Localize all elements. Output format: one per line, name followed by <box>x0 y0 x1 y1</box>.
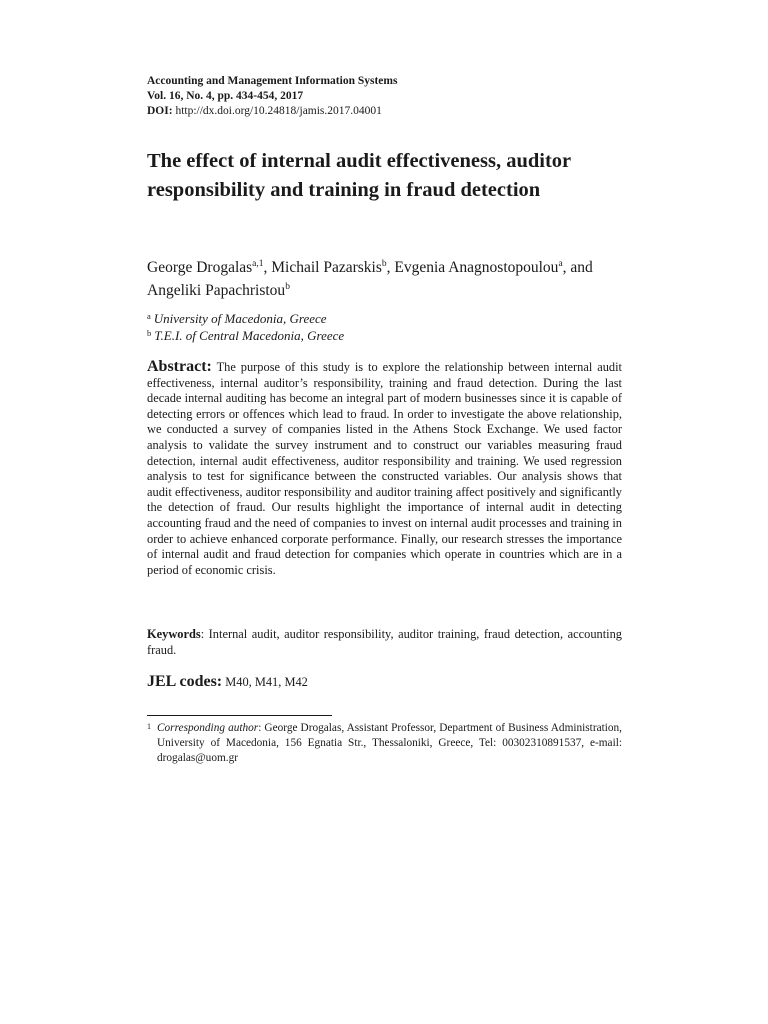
author-separator: , and <box>562 259 593 276</box>
journal-volume: Vol. 16, No. 4, pp. 434-454, 2017 <box>147 90 304 102</box>
affiliation-mark: b <box>147 328 152 338</box>
abstract-label: Abstract: <box>147 358 212 375</box>
author-name: George Drogalas <box>147 259 253 276</box>
author-separator: , <box>386 259 395 276</box>
author-list <box>147 256 622 302</box>
journal-header <box>147 74 622 119</box>
author-name: Evgenia Anagnostopoulou <box>394 259 559 276</box>
author-affiliation-mark: a,1 <box>252 259 264 269</box>
affiliation-item <box>147 327 622 344</box>
jel-codes <box>147 672 622 692</box>
author-name: Michail Pazarskis <box>271 259 382 276</box>
keywords-text: : Internal audit, auditor responsibility, auditor training, fraud detection, accounting fraud. <box>147 627 622 657</box>
keywords <box>147 626 622 658</box>
abstract-text: The purpose of this study is to explore the relationship between internal audit effectiveness, internal auditor’s responsibility, training and fraud detection. During the last decade internal auditing has become an integral part of modern businesses since it is capable of detecting errors or offences which lead to fraud. In order to investigate the above relationship, we conducted a survey of companies listed in the Athens Stock Exchange. We used factor analysis to validate the survey instrument and to construct our variables measuring fraud detection, internal audit effectiveness, auditor responsibility and training. We used regression analysis to test for significance between the constructed variables. Our analysis shows that audit effectiveness, auditor responsibility and auditor training affect positively and significantly the detection of fraud. Our results highlight the importance of internal audit in detecting accounting fraud and the need of companies to invest on internal audit processes and training in order to achieve enhanced corporate performance. Finally, our research stresses the importance of internal audit and fraud detection for companies which operate in countries which are in a period of economic crisis. <box>147 360 622 577</box>
affiliation-text: T.E.I. of Central Macedonia, Greece <box>154 328 345 343</box>
author-affiliation-mark: b <box>285 282 290 292</box>
paper-title: The effect of internal audit effectiveness, auditor responsibility and training in fraud detection <box>147 150 571 201</box>
journal-name: Accounting and Management Information Systems <box>147 75 398 87</box>
keywords-label: Keywords <box>147 627 201 641</box>
affiliation-mark: a <box>147 311 151 321</box>
doi-label: DOI: <box>147 105 173 117</box>
doi-line <box>147 104 622 119</box>
doi-link[interactable]: http://dx.doi.org/10.24818/jamis.2017.04001 <box>175 105 382 117</box>
affiliation-item <box>147 310 622 327</box>
footnote-text: : George Drogalas, Assistant Professor, Department of Business Administration, University of Macedonia, 156 Egnatia Str., Thessaloniki, Greece, Tel: 00302310891537, e-mail: drogalas@uom.gr <box>157 722 622 764</box>
author-affiliation-mark: b <box>381 259 387 269</box>
author-name: Angeliki Papachristou <box>147 282 286 299</box>
jel-label: JEL codes: <box>147 673 223 690</box>
footnote-mark: 1 <box>147 722 151 731</box>
affiliation-list <box>147 310 622 344</box>
jel-code-list: M40, M41, M42 <box>225 675 308 689</box>
affiliation-text: University of Macedonia, Greece <box>153 311 327 326</box>
author-separator: , <box>263 259 272 276</box>
footnote-divider <box>147 715 332 716</box>
author-affiliation-mark: a <box>558 259 563 269</box>
footnote-lead: Corresponding author <box>157 722 259 734</box>
footnote <box>147 721 622 766</box>
abstract <box>147 359 622 578</box>
